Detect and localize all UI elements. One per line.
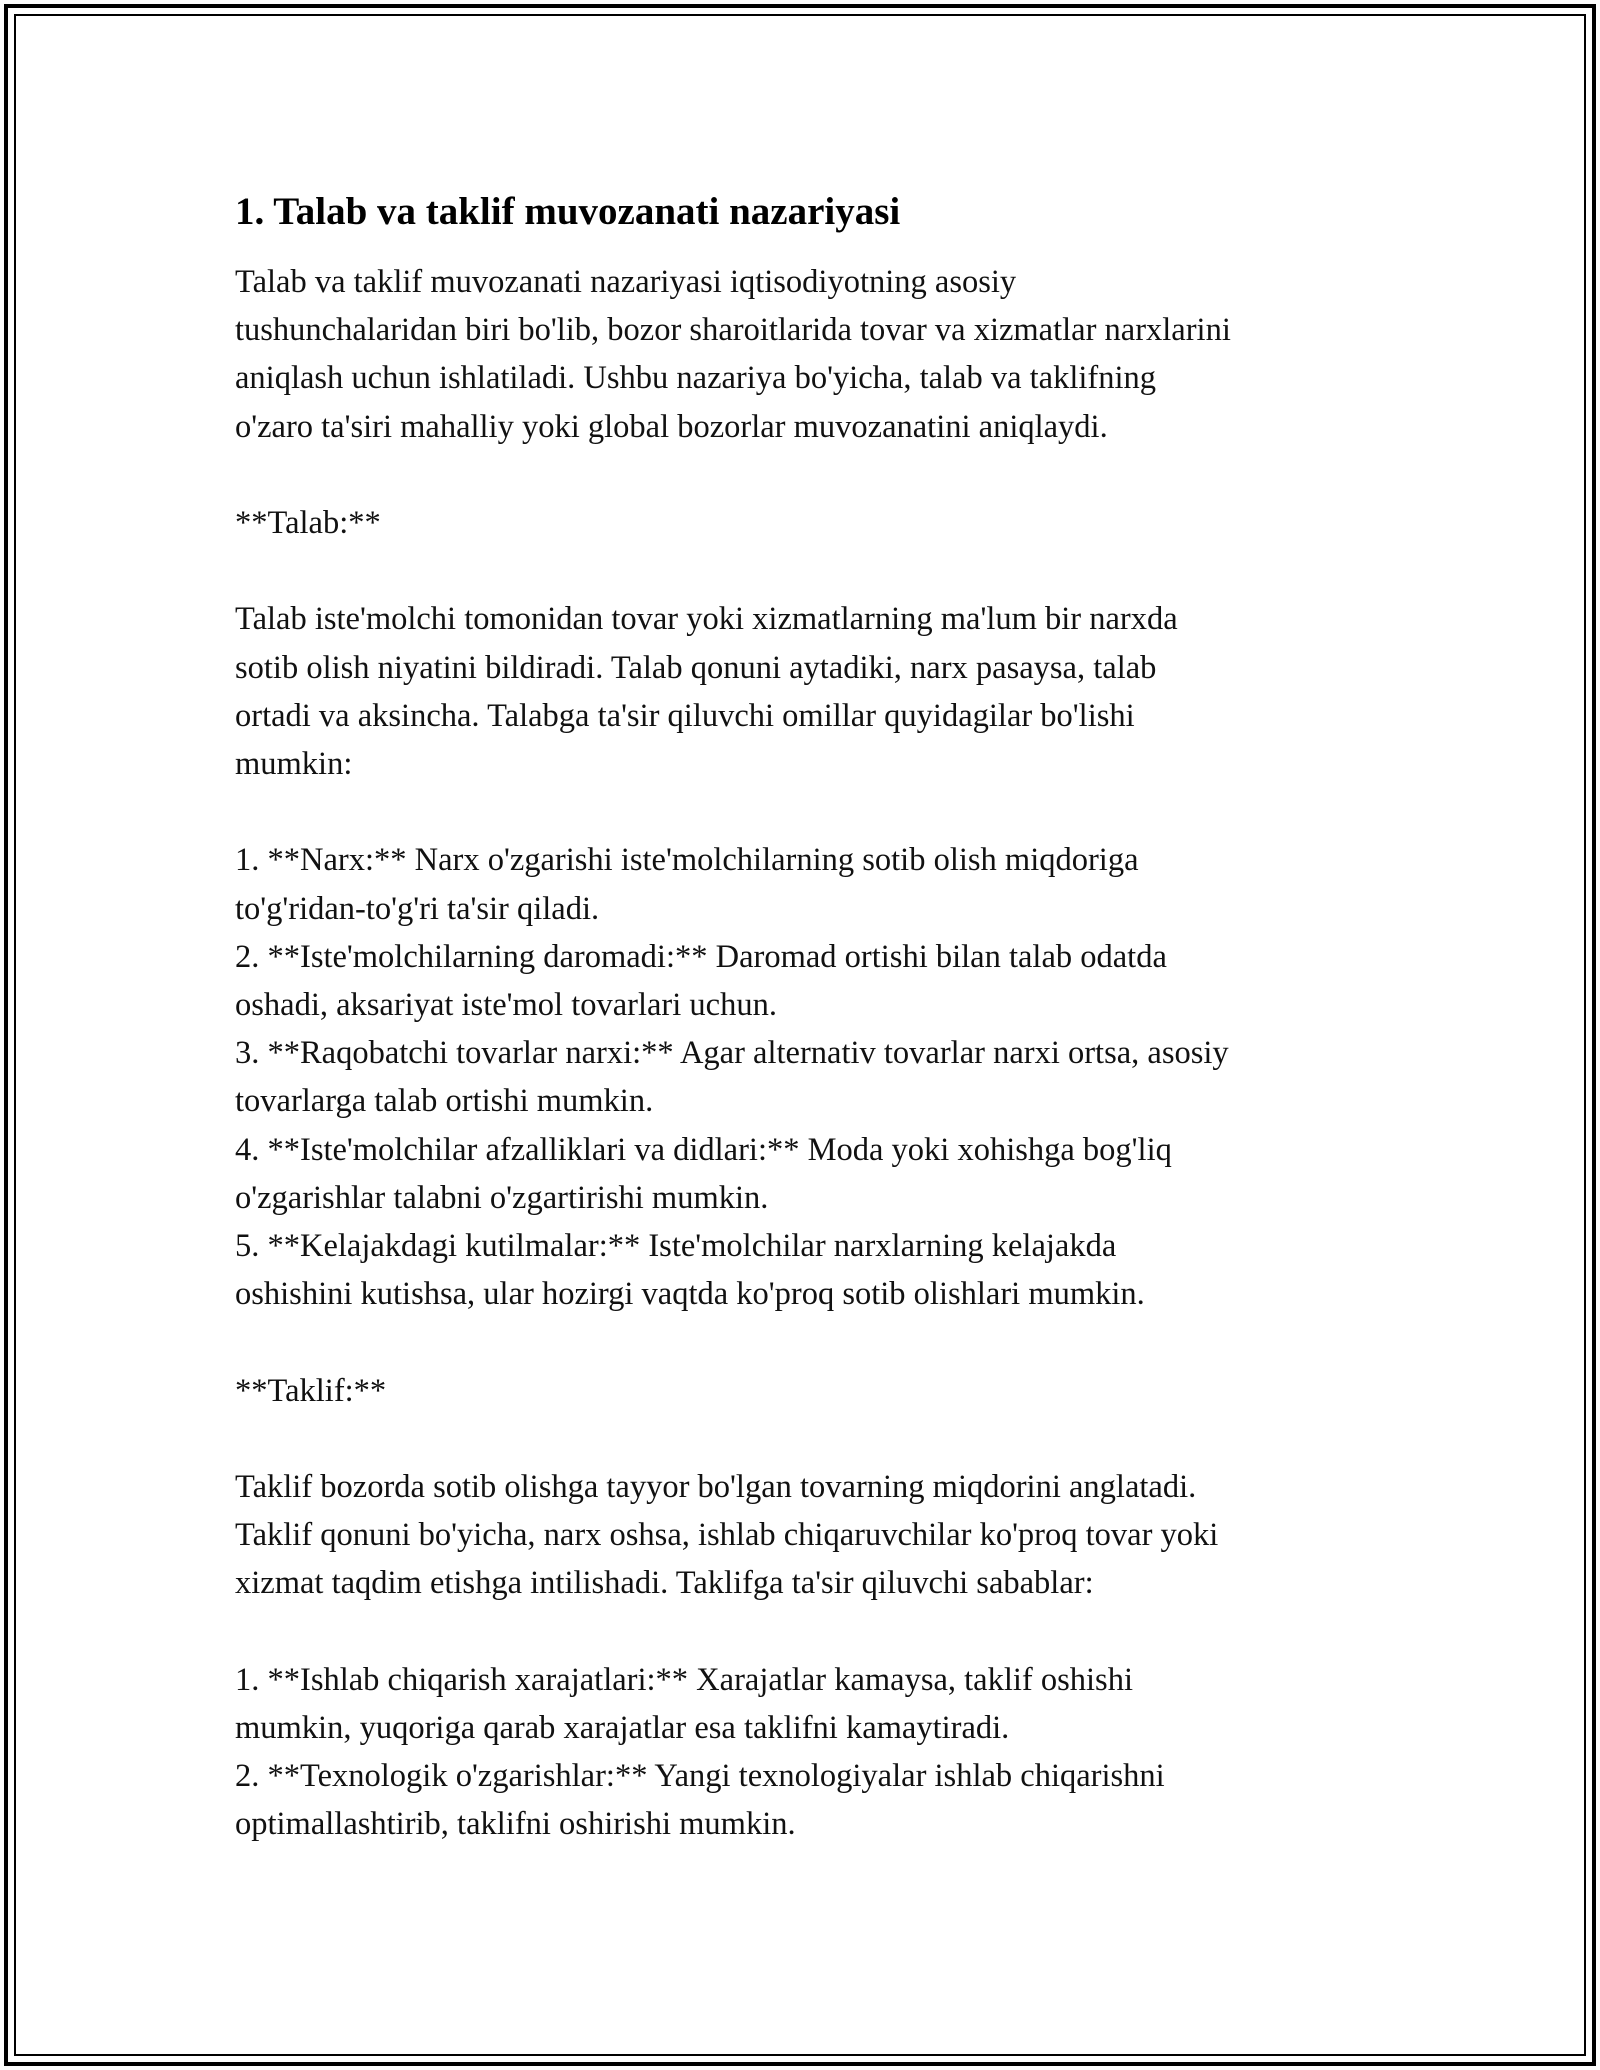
supply-line: Taklif bozorda sotib olishga tayyor bo'lgan tovarning miqdorini anglatadi.: [235, 1469, 1197, 1505]
supply-line: Taklif qonuni bo'yicha, narx oshsa, ishlab chiqaruvchilar ko'proq tovar yoki: [235, 1517, 1219, 1554]
spacer: [235, 1608, 1365, 1656]
list-item-line: mumkin, yuqoriga qarab xarajatlar esa taklifni kamaytiradi.: [235, 1710, 1010, 1746]
list-item: [235, 1656, 1365, 1752]
list-item: [235, 1222, 1365, 1318]
list-item-line: 2. **Iste'molchilarning daromadi:** Daromad ortishi bilan talab odatda: [235, 938, 1167, 975]
spacer: [235, 547, 1365, 595]
list-item: [235, 1126, 1365, 1222]
list-item: [235, 836, 1365, 932]
demand-line: sotib olish niyatini bildiradi. Talab qonuni aytadiki, narx pasaysa, talab: [235, 649, 1157, 686]
spacer: [235, 451, 1365, 499]
spacer: [235, 238, 1365, 258]
demand-line: mumkin:: [235, 746, 353, 782]
demand-heading: **Talab:**: [235, 505, 381, 541]
demand-factors-list: [235, 836, 1365, 1318]
list-item: [235, 933, 1365, 1029]
list-item-line: 3. **Raqobatchi tovarlar narxi:** Agar alternativ tovarlar narxi ortsa, asosiy: [235, 1035, 1229, 1072]
spacer: [235, 788, 1365, 836]
list-item-line: optimallashtirib, taklifni oshirishi mumkin.: [235, 1806, 796, 1843]
spacer: [235, 1318, 1365, 1366]
list-item: [235, 1752, 1365, 1848]
demand-line: Talab iste'molchi tomonidan tovar yoki xizmatlarning ma'lum bir narxda: [235, 601, 1178, 638]
demand-line: ortadi va aksincha. Talabga ta'sir qiluvchi omillar quyidagilar bo'lishi: [235, 697, 1135, 734]
list-item-line: 4. **Iste'molchilar afzalliklari va didlari:** Moda yoki xohishga bog'liq: [235, 1131, 1172, 1168]
document-title: 1. Talab va taklif muvozanati nazariyasi: [235, 190, 901, 233]
intro-line: Talab va taklif muvozanati nazariyasi iqtisodiyotning asosiy: [235, 264, 1017, 300]
list-item-line: 1. **Ishlab chiqarish xarajatlari:** Xarajatlar kamaysa, taklif oshishi: [235, 1661, 1133, 1698]
intro-paragraph: [235, 258, 1365, 451]
document-body: [235, 186, 1365, 1849]
intro-line: o'zaro ta'siri mahalliy yoki global bozorlar muvozanatini aniqlaydi.: [235, 408, 1108, 445]
list-item-line: 1. **Narx:** Narx o'zgarishi iste'molchilarning sotib olish miqdoriga: [235, 842, 1139, 879]
supply-factors-list: [235, 1656, 1365, 1849]
list-item-line: 2. **Texnologik o'zgarishlar:** Yangi texnologiyalar ishlab chiqarishni: [235, 1758, 1165, 1795]
supply-heading: **Taklif:**: [235, 1372, 387, 1409]
supply-paragraph: [235, 1463, 1365, 1608]
list-item-line: oshadi, aksariyat iste'mol tovarlari uchun.: [235, 987, 777, 1023]
intro-line: aniqlash uchun ishlatiladi. Ushbu nazariya bo'yicha, talab va taklifning: [235, 360, 1157, 397]
supply-line: xizmat taqdim etishga intilishadi. Taklifga ta'sir qiluvchi sabablar:: [235, 1565, 1094, 1602]
intro-line: tushunchalaridan biri bo'lib, bozor sharoitlarida tovar va xizmatlar narxlarini: [235, 312, 1231, 349]
list-item: [235, 1029, 1365, 1125]
list-item-line: o'zgarishlar talabni o'zgartirishi mumkin.: [235, 1179, 769, 1216]
list-item-line: oshishini kutishsa, ular hozirgi vaqtda ko'proq sotib olishlari mumkin.: [235, 1276, 1145, 1313]
list-item-line: 5. **Kelajakdagi kutilmalar:** Iste'molchilar narxlarning kelajakda: [235, 1228, 1117, 1265]
spacer: [235, 1415, 1365, 1463]
list-item-line: tovarlarga talab ortishi mumkin.: [235, 1083, 654, 1120]
list-item-line: to'g'ridan-to'g'ri ta'sir qiladi.: [235, 890, 600, 927]
demand-paragraph: [235, 595, 1365, 788]
